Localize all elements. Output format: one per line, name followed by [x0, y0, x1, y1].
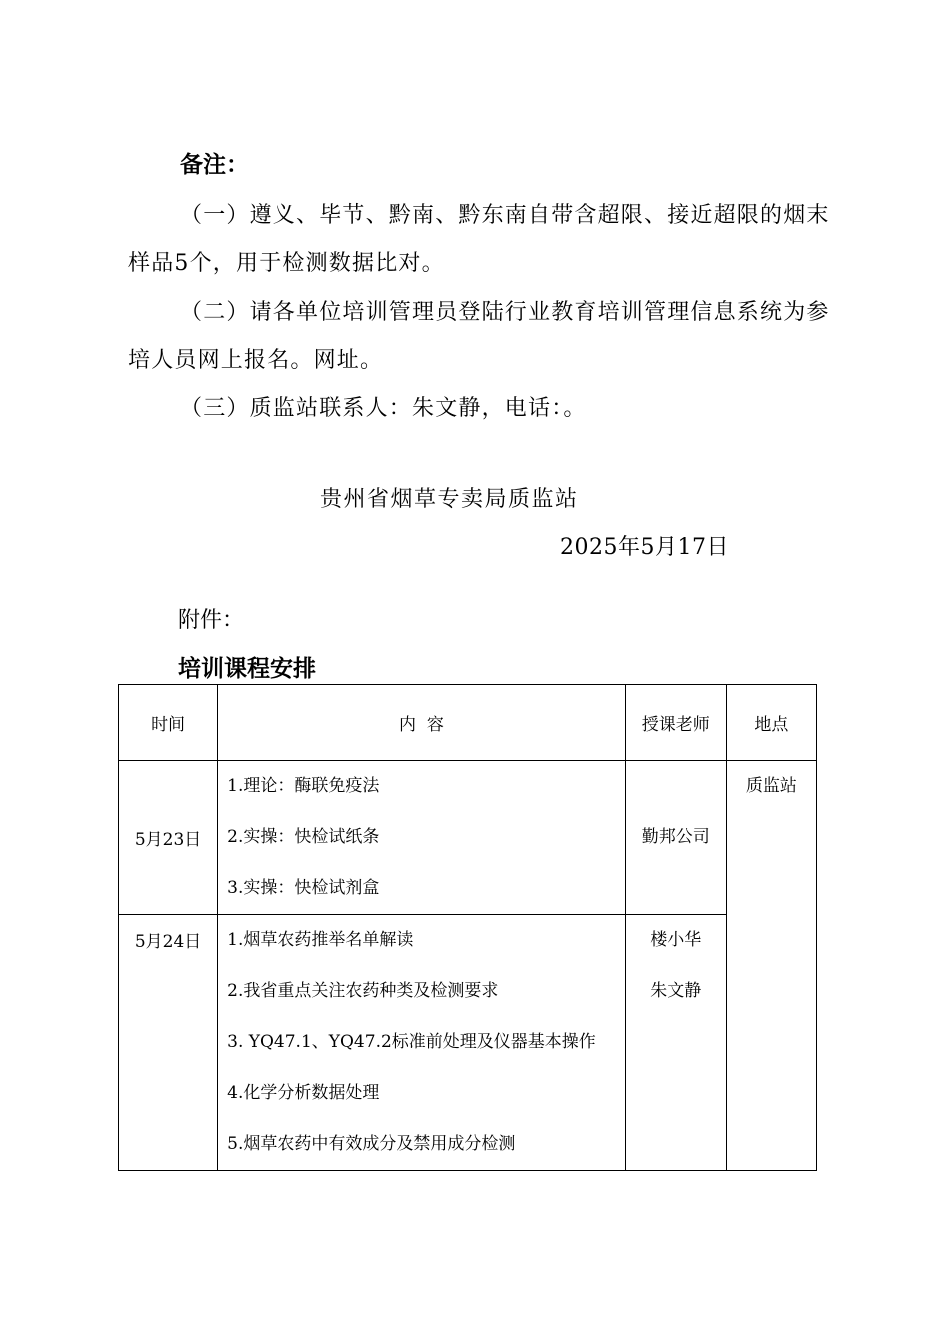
header-place: 地点 [726, 685, 816, 761]
header-content: 内 容 [218, 685, 626, 761]
teacher-name: 楼小华 [650, 930, 702, 950]
header-teacher: 授课老师 [625, 685, 726, 761]
content-item: 4.化学分析数据处理 [227, 1083, 380, 1103]
table-row [119, 915, 817, 1171]
place-cell [726, 761, 816, 1171]
table-header-row [119, 685, 817, 761]
place-name: 质监站 [745, 776, 797, 796]
attachment-label: 附件： [178, 608, 245, 633]
row-time: 5月24日 [119, 915, 218, 1171]
content-item: 2.我省重点关注农药种类及检测要求 [227, 981, 499, 1001]
remark-item-1: （一）遵义、毕节、黔南、黔东南自带含超限、接近超限的烟末样品5个，用于检测数据比对。 [128, 203, 830, 276]
signature-date: 2025年5月17日 [560, 535, 729, 560]
remark-item-2: （二）请各单位培训管理员登陆行业教育培训管理信息系统为参培人员网上报名。网址。 [128, 300, 830, 373]
content-item: 3.实操：快检试剂盒 [227, 878, 380, 898]
row-content [218, 761, 626, 915]
row-time: 5月23日 [119, 761, 218, 915]
row-teacher [625, 915, 726, 1171]
remark-item-3: （三）质监站联系人：朱文静，电话：。 [180, 396, 587, 421]
header-time: 时间 [119, 685, 218, 761]
remarks-title: 备注： [180, 152, 249, 178]
content-item: 3. YQ47.1、YQ47.2标准前处理及仪器基本操作 [227, 1032, 596, 1052]
teacher-name: 朱文静 [650, 981, 702, 1001]
table-title: 培训课程安排 [178, 656, 316, 682]
content-item: 5.烟草农药中有效成分及禁用成分检测 [227, 1134, 516, 1154]
content-item: 1.烟草农药推举名单解读 [227, 930, 414, 950]
table-row [119, 761, 817, 915]
signature-organization: 贵州省烟草专卖局质监站 [320, 487, 579, 512]
row-teacher [625, 761, 726, 915]
content-item: 1.理论：酶联免疫法 [227, 776, 380, 796]
teacher-name: 勤邦公司 [641, 827, 710, 847]
course-schedule-table [118, 684, 817, 1171]
content-item: 2.实操：快检试纸条 [227, 827, 380, 847]
row-content [218, 915, 626, 1171]
